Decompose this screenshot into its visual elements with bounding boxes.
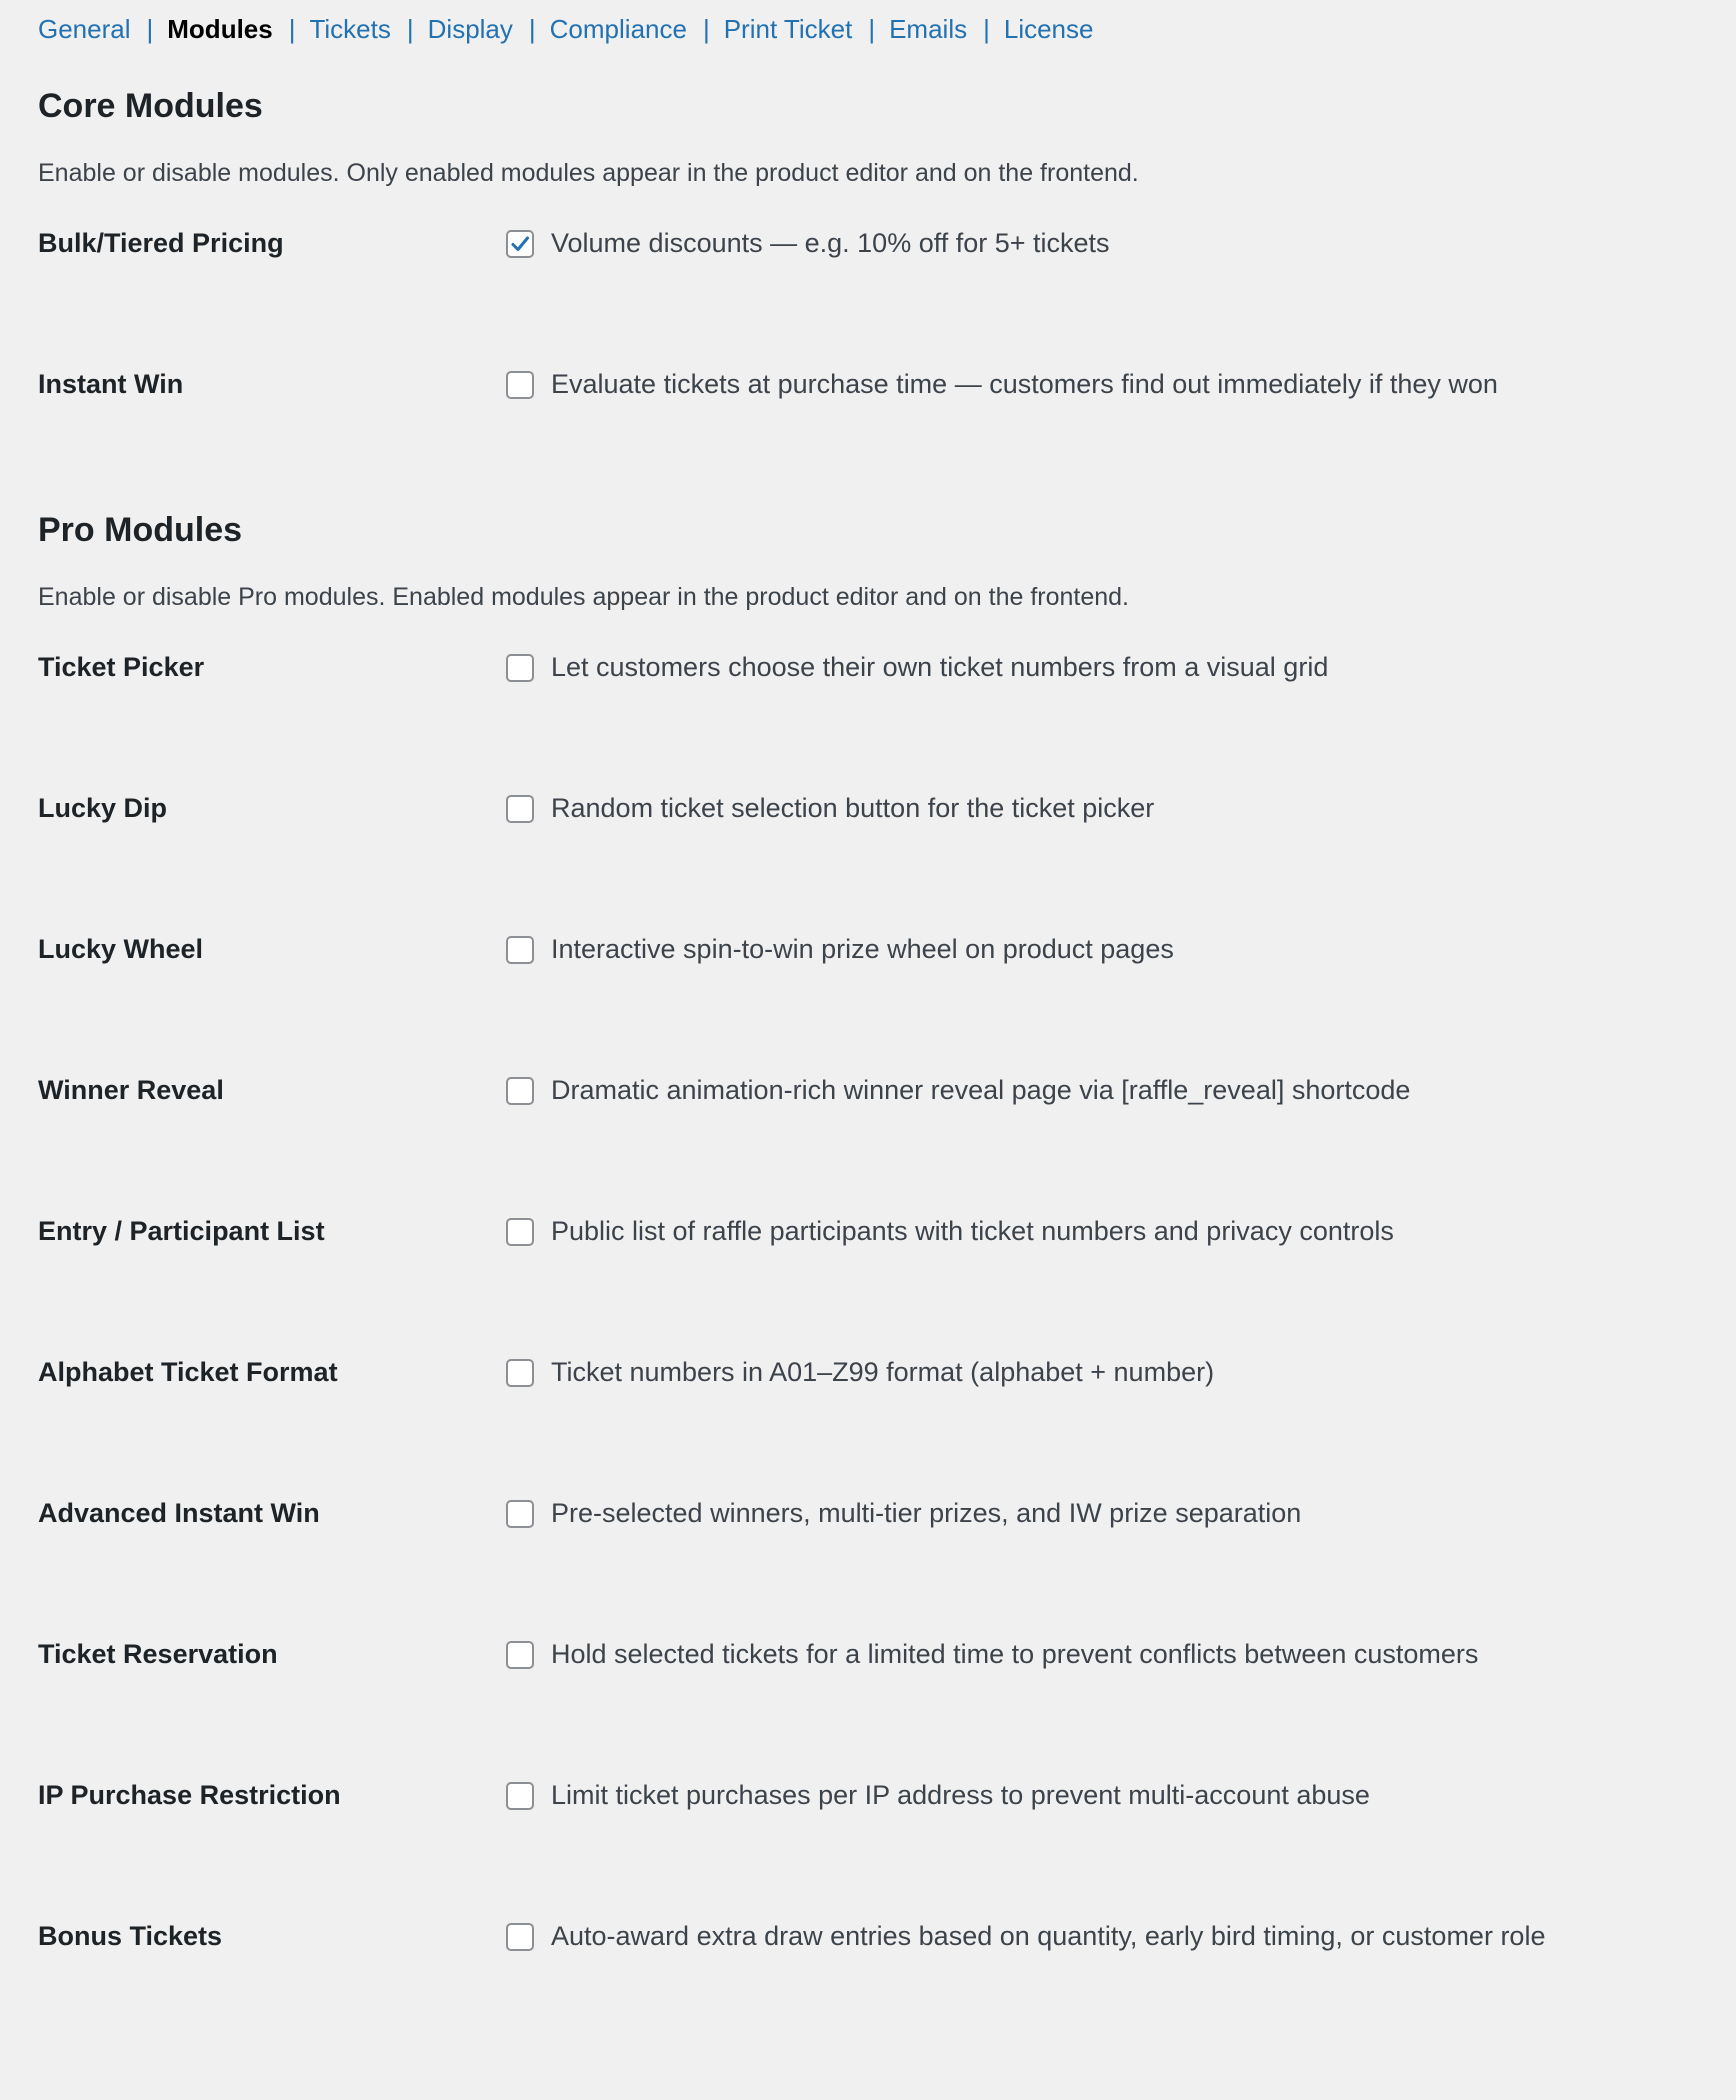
nav-item [38,14,131,45]
module-toggle[interactable] [506,1780,1370,1811]
module-label: Instant Win [38,369,184,399]
module-description: Interactive spin-to-win prize wheel on product pages [551,934,1174,964]
nav-separator: | [406,13,414,44]
module-row-winner-reveal [38,1075,1736,1216]
module-label: Advanced Instant Win [38,1498,320,1528]
module-label: IP Purchase Restriction [38,1780,341,1810]
module-row-entry-participant-list [38,1216,1736,1357]
core-modules-description: Enable or disable modules. Only enabled modules appear in the product editor and on the frontend. [38,159,1139,187]
pro-modules-list [38,652,1736,2062]
module-row-instant-win [38,369,1736,510]
alphabet-ticket-format-checkbox[interactable] [506,1359,534,1387]
tab-tickets[interactable]: Tickets [309,13,391,44]
ticket-picker-checkbox[interactable] [506,654,534,682]
advanced-instant-win-checkbox[interactable] [506,1500,534,1528]
module-row-alphabet-ticket-format [38,1357,1736,1498]
module-row-ip-purchase-restriction [38,1780,1736,1921]
lucky-wheel-checkbox[interactable] [506,936,534,964]
tab-license[interactable]: License [1003,13,1094,44]
checkmark-icon [509,233,531,255]
bonus-tickets-checkbox[interactable] [506,1923,534,1951]
nav-item [131,14,273,45]
module-description: Ticket numbers in A01–Z99 format (alphabet + number) [551,1357,1215,1387]
module-label: Lucky Wheel [38,934,204,964]
module-description: Limit ticket purchases per IP address to prevent multi-account abuse [551,1780,1370,1810]
module-row-lucky-wheel [38,934,1736,1075]
module-toggle[interactable] [506,934,1174,965]
entry-participant-list-checkbox[interactable] [506,1218,534,1246]
pro-modules-title: Pro Modules [38,511,243,549]
pro-modules-description: Enable or disable Pro modules. Enabled modules appear in the product editor and on the frontend. [38,583,1130,611]
bulk-tiered-pricing-checkbox[interactable] [506,230,534,258]
module-label: Lucky Dip [38,793,168,823]
module-row-bonus-tickets [38,1921,1736,2062]
module-label: Ticket Picker [38,652,205,682]
winner-reveal-checkbox[interactable] [506,1077,534,1105]
module-label: Bulk/Tiered Pricing [38,228,284,258]
tab-print-ticket[interactable]: Print Ticket [723,13,853,44]
module-label: Entry / Participant List [38,1216,325,1246]
module-description: Dramatic animation-rich winner reveal page via [raffle_reveal] shortcode [551,1075,1411,1105]
module-toggle[interactable] [506,1498,1301,1529]
nav-item [687,14,852,45]
nav-item [513,14,687,45]
module-toggle[interactable] [506,228,1110,259]
tab-display[interactable]: Display [427,13,513,44]
module-toggle[interactable] [506,369,1498,400]
module-label: Alphabet Ticket Format [38,1357,338,1387]
module-toggle[interactable] [506,1216,1394,1247]
module-toggle[interactable] [506,1639,1478,1670]
module-description: Pre-selected winners, multi-tier prizes, and IW prize separation [551,1498,1302,1528]
nav-separator: | [983,13,990,44]
module-description: Evaluate tickets at purchase time — customers find out immediately if they won [551,369,1498,399]
nav-item [273,14,391,45]
nav-separator: | [288,13,296,44]
nav-item [852,14,967,45]
module-description: Random ticket selection button for the ticket picker [551,793,1155,823]
nav-separator: | [528,13,536,44]
module-toggle[interactable] [506,1921,1545,1952]
nav-item [967,14,1093,45]
module-label: Ticket Reservation [38,1639,278,1669]
module-description: Auto-award extra draw entries based on quantity, early bird timing, or customer role [551,1921,1546,1951]
module-description: Volume discounts — e.g. 10% off for 5+ tickets [551,228,1110,258]
module-toggle[interactable] [506,1357,1214,1388]
tab-general[interactable]: General [38,13,131,44]
core-modules-title: Core Modules [38,87,263,125]
module-description: Hold selected tickets for a limited time to prevent conflicts between customers [551,1639,1479,1669]
nav-separator: | [868,13,876,44]
settings-subnav [38,0,1736,58]
module-toggle[interactable] [506,793,1154,824]
module-description: Public list of raffle participants with ticket numbers and privacy controls [551,1216,1394,1246]
lucky-dip-checkbox[interactable] [506,795,534,823]
module-row-lucky-dip [38,793,1736,934]
tab-compliance[interactable]: Compliance [549,13,687,44]
module-label: Winner Reveal [38,1075,224,1105]
ticket-reservation-checkbox[interactable] [506,1641,534,1669]
tab-modules[interactable]: Modules [167,13,273,44]
nav-item [391,14,513,45]
core-modules-section [38,80,1736,510]
module-toggle[interactable] [506,652,1328,683]
tab-emails[interactable]: Emails [889,13,968,44]
pro-modules-section [38,504,1736,2062]
nav-separator: | [146,13,154,44]
core-modules-list [38,228,1736,510]
module-label: Bonus Tickets [38,1921,223,1951]
nav-separator: | [702,13,710,44]
module-row-ticket-reservation [38,1639,1736,1780]
module-toggle[interactable] [506,1075,1410,1106]
module-row-advanced-instant-win [38,1498,1736,1639]
module-description: Let customers choose their own ticket numbers from a visual grid [551,652,1329,682]
ip-purchase-restriction-checkbox[interactable] [506,1782,534,1810]
module-row-bulk-tiered-pricing [38,228,1736,369]
module-row-ticket-picker [38,652,1736,793]
instant-win-checkbox[interactable] [506,371,534,399]
